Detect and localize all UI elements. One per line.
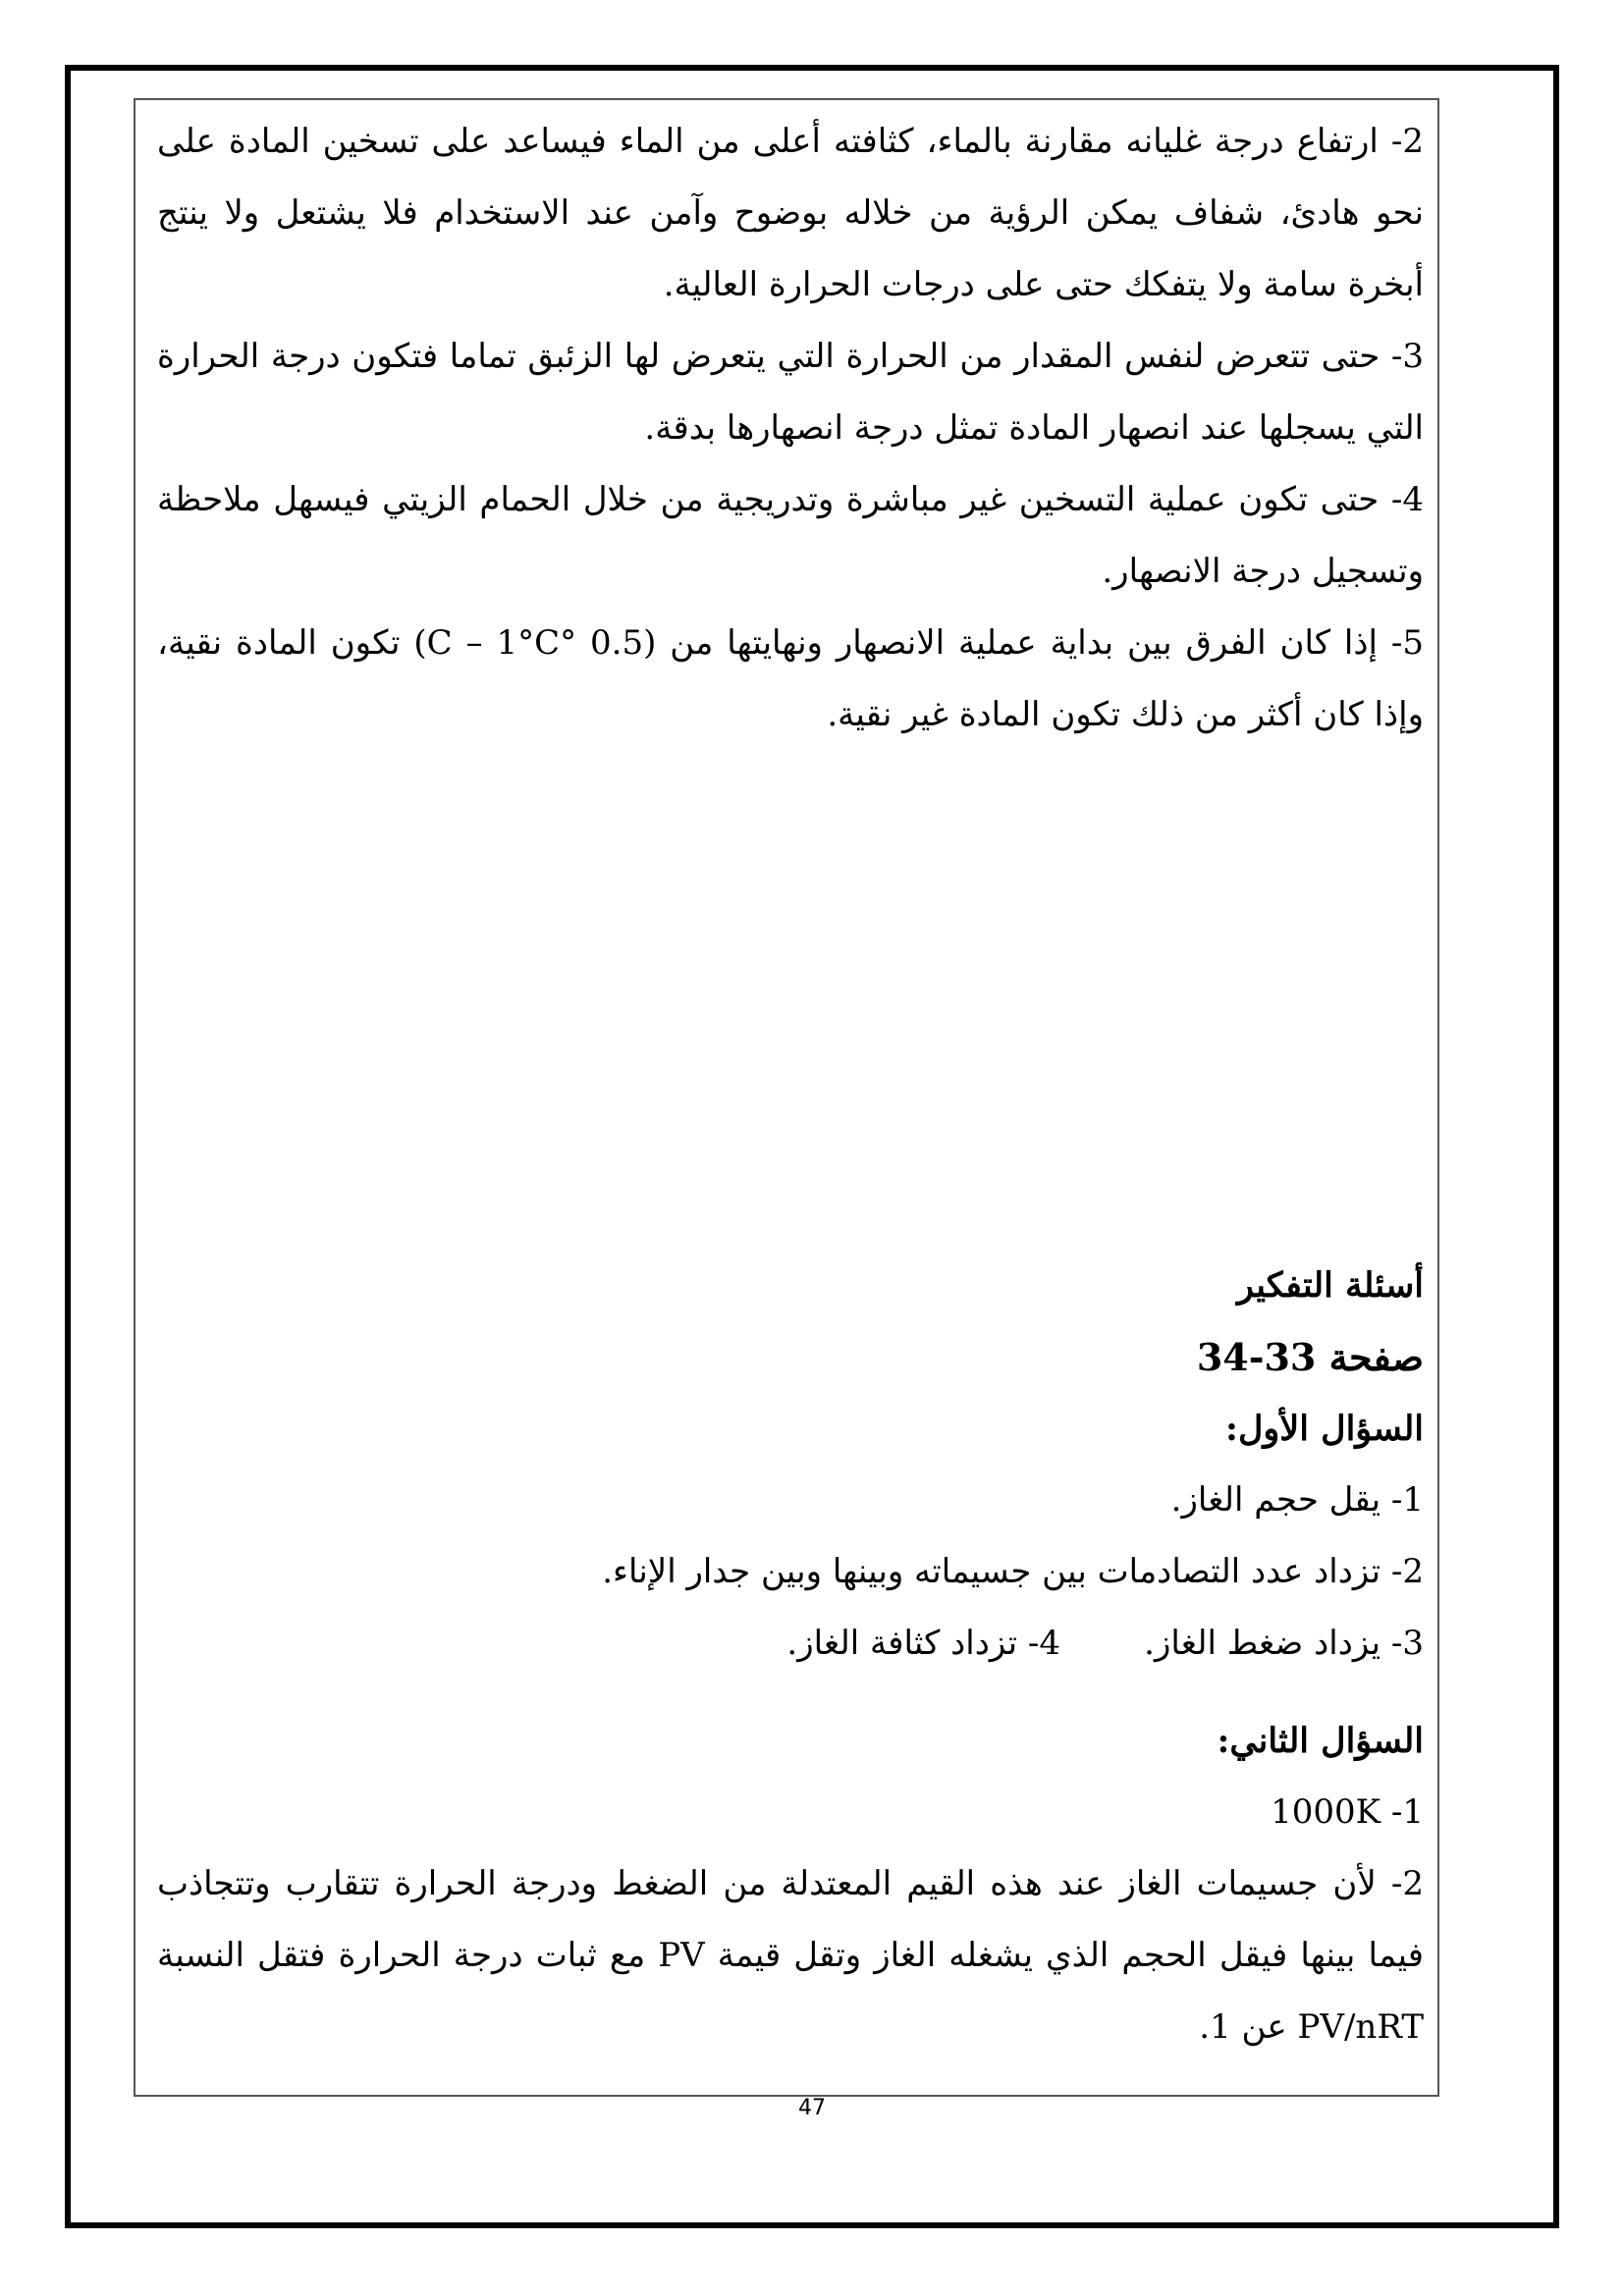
answer-paragraph-3: 3- حتى تتعرض لنفس المقدار من الحرارة التي يتعرض لها الزئبق تماما فتكون درجة الحرارة التي يسجلها عند انصهار المادة تمثل درجة انصهارها بدقة. bbox=[157, 337, 1424, 448]
blank-gap bbox=[157, 751, 1424, 1250]
question-1-item-4: 4- تزداد كثافة الغاز. bbox=[786, 1624, 1060, 1663]
section-heading: أسئلة التفكير bbox=[1236, 1265, 1424, 1306]
document-body bbox=[157, 106, 1424, 2063]
question-2-item-1: 1- 1000K bbox=[1271, 1792, 1424, 1832]
answer-paragraph-4: 4- حتى تكون عملية التسخين غير مباشرة وتدريجية من خلال الحمام الزيتي فيسهل ملاحظة وتسجيل درجة الانصهار. bbox=[157, 480, 1424, 591]
question-1-item-2: 2- تزداد عدد التصادمات بين جسيماته وبينها وبين جدار الإناء. bbox=[602, 1552, 1424, 1591]
question-1-item-1: 1- يقل حجم الغاز. bbox=[1170, 1480, 1424, 1520]
page-reference: صفحة 33-34 bbox=[1196, 1335, 1424, 1379]
question-1-items-3-4 bbox=[157, 1608, 1424, 1680]
page-number: 47 bbox=[798, 2096, 826, 2120]
question-1-item-3: 3- يزداد ضغط الغاز. bbox=[1144, 1624, 1424, 1663]
question-1-title: السؤال الأول: bbox=[1225, 1409, 1424, 1449]
answer-paragraph-5: 5- إذا كان الفرق بين بداية عملية الانصهار ونهايتها من (0.5 °C – 1°C) تكون المادة نقية، وإذا كان أكثر من ذلك تكون المادة غير نقية. bbox=[157, 623, 1424, 734]
answer-paragraph-2: 2- ارتفاع درجة غليانه مقارنة بالماء، كثافته أعلى من الماء فيساعد على تسخين المادة على نحو هادئ، شفاف يمكن الرؤية من خلاله بوضوح وآمن عند الاستخدام فلا يشتعل ولا ينتج أبخرة سامة ولا يتفكك حتى على درجات الحرارة العالية. bbox=[157, 122, 1424, 304]
question-2-item-2: 2- لأن جسيمات الغاز عند هذه القيم المعتدلة من الضغط ودرجة الحرارة تتقارب وتتجاذب فيما بينها فيقل الحجم الذي يشغله الغاز وتقل قيمة PV مع ثبات درجة الحرارة فتقل النسبة PV/nRT عن 1. bbox=[157, 1864, 1424, 2047]
spacer bbox=[157, 1680, 1424, 1705]
question-2-title: السؤال الثاني: bbox=[1217, 1721, 1424, 1761]
